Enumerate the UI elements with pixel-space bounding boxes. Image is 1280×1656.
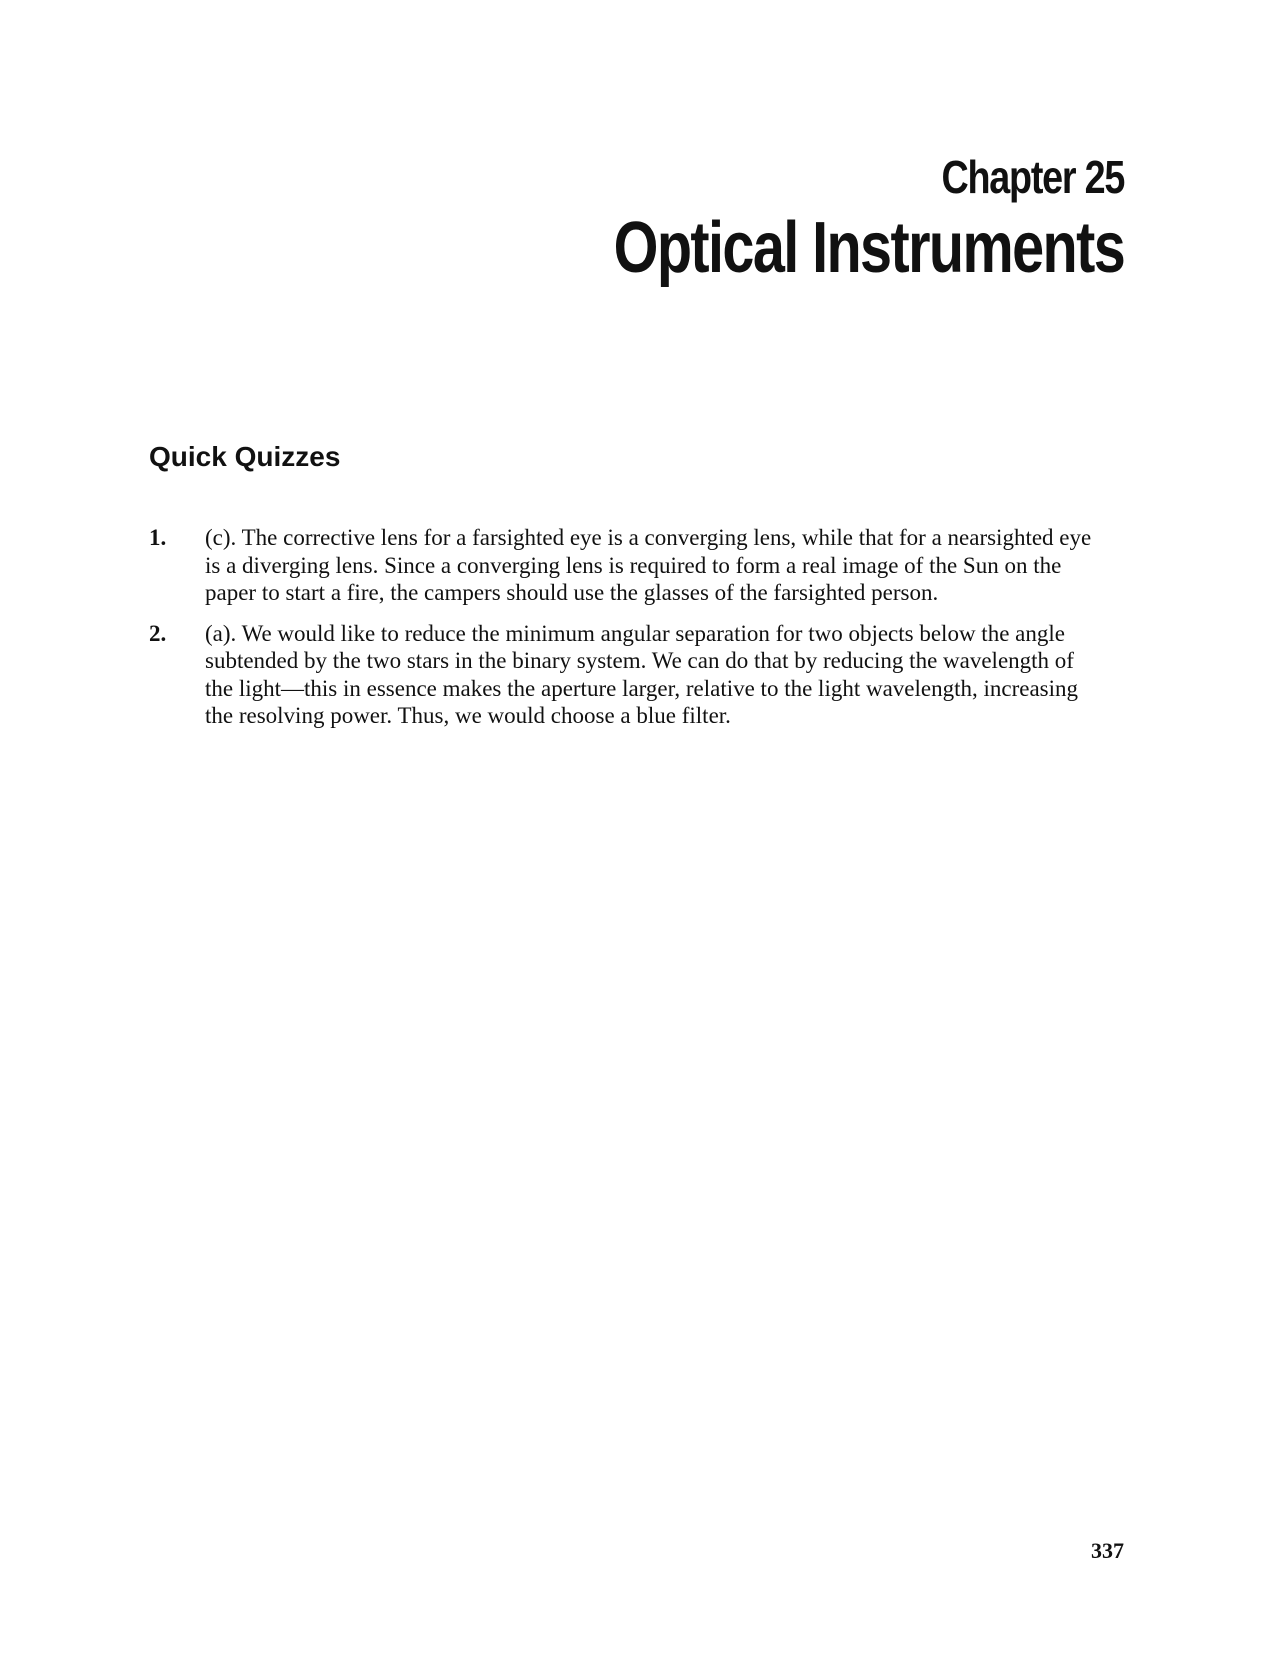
chapter-title: Optical Instruments: [613, 208, 1124, 288]
answer-item: [149, 620, 1099, 730]
answer-item: [149, 524, 1099, 607]
answer-number: 2.: [149, 620, 167, 646]
page-number: 337: [1091, 1538, 1124, 1563]
answer-text: (a). We would like to reduce the minimum angular separation for two objects below the angle subtended by the two stars in the binary system. We can do that by reducing the wavelength of the light—this in essence makes the aperture larger, relative to the light wavelength, increasing the resolving power. Thus, we would choose a blue filter.: [205, 620, 1079, 728]
chapter-header: [486, 150, 1124, 290]
answer-text: (c). The corrective lens for a farsighted eye is a converging lens, while that for a nearsighted eye is a diverging lens. Since a converging lens is required to form a real image of the Sun on the paper to start a fire, the campers should use the glasses of the farsighted person.: [205, 525, 1092, 605]
section-heading: Quick Quizzes: [149, 441, 341, 472]
chapter-label: Chapter 25: [941, 151, 1124, 203]
answer-list: [149, 524, 1099, 743]
answer-number: 1.: [149, 525, 167, 550]
